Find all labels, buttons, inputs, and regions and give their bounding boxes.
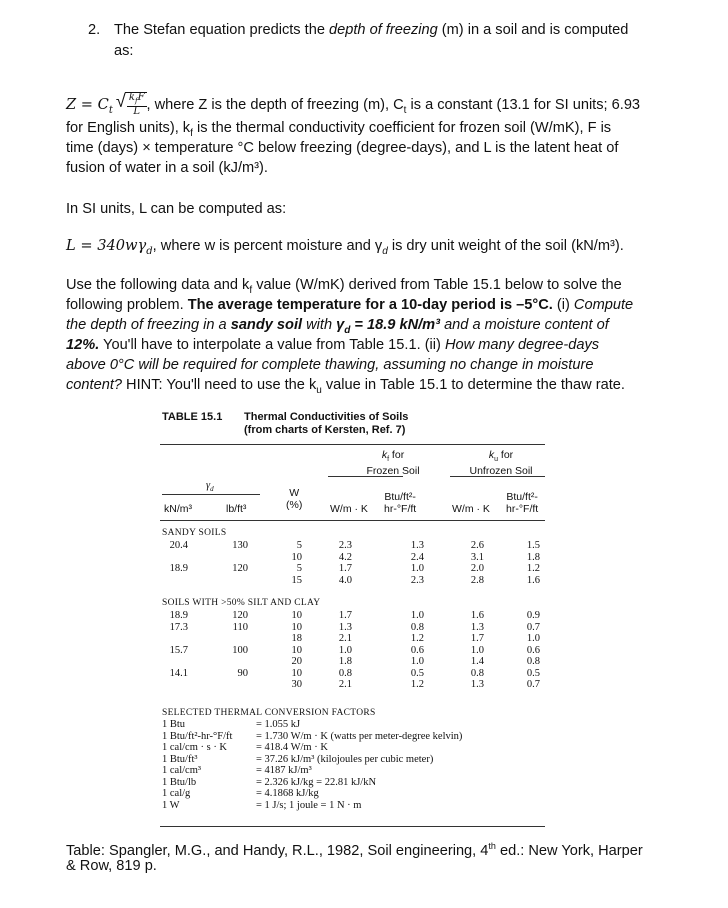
- conversion-title: SELECTED THERMAL CONVERSION FACTORS: [162, 708, 376, 718]
- use-6b: HINT: You'll need to use the k: [122, 377, 317, 393]
- table-rule-header: [160, 520, 545, 521]
- eq-desc-1: , where Z is the depth of freezing (m), C: [146, 96, 404, 113]
- sandy-ku-en: 1.5 1.8 1.2 1.6: [526, 540, 540, 586]
- silt-ku-en: 0.9 0.7 1.0 0.6 0.8 0.5 0.7: [526, 610, 540, 690]
- sandy-kf-en: 1.3 2.4 1.0 2.3: [410, 540, 424, 586]
- silt-ku-si: 1.6 1.3 1.7 1.0 1.4 0.8 1.3: [470, 610, 484, 690]
- use-2d: Compute: [573, 297, 634, 313]
- use-2b: The average temperature for a 10-day period is –5°C.: [187, 297, 553, 313]
- frac-den: L: [133, 106, 141, 117]
- use-line-5: above 0°C will be required for complete thawing, assuming no change in moisture: [66, 357, 594, 373]
- use-6a: content?: [66, 377, 122, 393]
- table-rule-kf: [328, 476, 403, 477]
- silt-kn: 18.9 17.3 15.7 14.1: [169, 610, 188, 679]
- use-6-sub: u: [316, 384, 322, 396]
- eq-desc-line-3: time (days) × temperature °C below freezing (degree-days), and L is the latent heat of: [66, 140, 619, 156]
- table-rule-ku: [450, 476, 545, 477]
- latent-heat-equation: [66, 236, 624, 262]
- use-3a: the depth of freezing in a: [66, 317, 231, 333]
- L-desc-sub: d: [382, 245, 388, 257]
- intro-line-2: as:: [114, 43, 134, 59]
- intro-emphasis: depth of freezing: [329, 22, 438, 38]
- use-2c: (i): [552, 297, 574, 313]
- table-rule-bottom: [160, 826, 545, 827]
- source-line-1: Table: Spangler, M.G., and Handy, R.L., 1982, Soil engineering, 4th ed.: New York, Harper: [66, 841, 643, 859]
- use-1-sub: f: [249, 284, 253, 296]
- L-eq-sub: d: [146, 245, 153, 257]
- gamma-header: $\gamma_d$: [206, 480, 214, 494]
- table-title-2: (from charts of Kersten, Ref. 7): [244, 424, 406, 436]
- silt-lb: 120 110 100 90: [232, 610, 248, 679]
- eq-desc-2b: is the thermal conductivity coefficient for frozen soil (W/mK), F is: [192, 120, 612, 136]
- L-eq: L = 340wγ: [66, 237, 147, 254]
- table-rule-top: [160, 444, 545, 445]
- table-title-1: Thermal Conductivities of Soils: [244, 411, 409, 423]
- col-wmk-2: W/m · K: [452, 503, 490, 515]
- L-desc: , where w is percent moisture and γ: [152, 238, 383, 254]
- sandy-kn: 20.4 18.9: [169, 540, 188, 574]
- silt-soils-label: SOILS WITH >50% SILT AND CLAY: [162, 598, 321, 608]
- table-15-1: [160, 408, 548, 828]
- silt-kf-si: 1.7 1.3 2.1 1.0 1.8 0.8 2.1: [338, 610, 352, 690]
- intro-text-b: (m) in a soil and is computed: [437, 22, 629, 38]
- w-header: W (%): [286, 487, 303, 511]
- source-line-2: & Row, 819 p.: [66, 858, 157, 874]
- col-lbft3: lb/ft³: [226, 503, 247, 515]
- conversion-right: = 1.055 kJ = 1.730 W/m · K (watts per meter-degree kelvin) = 418.4 W/m · K = 37.26 kJ/m³ (kilojoules per cubic meter) = 4187 kJ/m³ = 2.326 kJ/kg = 22.81 kJ/kN = 4.1868 kJ/kg = 1 J/s; 1 joule = 1 N · m: [256, 719, 463, 811]
- si-units-line: In SI units, L can be computed as:: [66, 201, 287, 217]
- use-line-2: [66, 295, 633, 315]
- eq-desc-line-4: fusion of water in a soil (kJ/m³).: [66, 160, 268, 176]
- table-label: TABLE 15.1: [162, 411, 223, 423]
- sqrt-symbol: [125, 92, 147, 117]
- ku-header: $k_u$ for Unfrozen Soil: [469, 449, 533, 477]
- col-btu: Btu/ft²- hr-°F/ft: [384, 491, 417, 515]
- use-3b: sandy soil: [230, 317, 303, 333]
- use-4b: You'll have to interpolate a value from Table 15.1. (ii): [99, 337, 445, 353]
- use-6c: value in Table 15.1 to determine the thaw rate.: [321, 377, 625, 393]
- intro-line-1: [114, 20, 628, 40]
- kf-header: $k_f$ for Frozen Soil: [366, 449, 420, 477]
- equation-lhs-sub: t: [108, 104, 113, 116]
- conversion-left: 1 Btu 1 Btu/ft²-hr-°F/ft 1 cal/cm · s · K 1 Btu/ft³ 1 cal/cm³ 1 Btu/lb 1 cal/g 1 W: [162, 719, 233, 811]
- sandy-ku-si: 2.6 3.1 2.0 2.8: [470, 540, 484, 586]
- use-3d-sub: d: [344, 324, 351, 336]
- use-3f: and a moisture content of: [440, 317, 609, 333]
- L-desc-b: is dry unit weight of the soil (kN/m³).: [387, 238, 624, 254]
- use-4c: How many degree-days: [444, 337, 600, 353]
- col-wmk: W/m · K: [330, 503, 368, 515]
- sandy-lb: 130 120: [232, 540, 248, 574]
- col-knm3: kN/m³: [164, 503, 192, 515]
- sandy-kf-si: 2.3 4.2 1.7 4.0: [338, 540, 352, 586]
- eq-desc-2-sub: f: [190, 127, 193, 139]
- frac-num-b: F: [137, 92, 145, 103]
- problem-number: 2.: [88, 22, 101, 38]
- use-2a: following problem.: [66, 297, 188, 313]
- use-3e: = 18.9 kN/m³: [350, 317, 441, 333]
- use-3c: with: [302, 317, 337, 333]
- table-rule-gamma: [162, 494, 260, 495]
- use-line-4: [66, 335, 599, 355]
- intro-text-a: The Stefan equation predicts the: [114, 22, 329, 38]
- silt-w: 10 10 18 10 20 10 30: [291, 610, 302, 690]
- silt-kf-en: 1.0 0.8 1.2 0.6 1.0 0.5 1.2: [410, 610, 424, 690]
- sandy-soils-label: SANDY SOILS: [162, 528, 227, 538]
- equation-lhs: Z = C: [66, 95, 109, 113]
- eq-desc-2: for English units), k: [66, 120, 191, 136]
- frac-num: k: [128, 92, 135, 103]
- equation-fraction: [127, 93, 147, 117]
- use-3d: γ: [336, 317, 345, 333]
- eq-desc-1-sub: t: [403, 104, 407, 116]
- use-1: Use the following data and k: [66, 277, 250, 293]
- stefan-equation-line: [66, 92, 640, 121]
- use-1b: value (W/mK) derived from Table 15.1 below to solve the: [252, 277, 622, 293]
- frac-num-sub: f: [134, 97, 138, 105]
- sandy-w: 5 10 5 15: [291, 540, 302, 586]
- col-btu-2: Btu/ft²- hr-°F/ft: [506, 491, 539, 515]
- use-4a: 12%.: [66, 337, 100, 353]
- use-line-6: [66, 375, 625, 401]
- eq-desc-1b: is a constant (13.1 for SI units; 6.93: [406, 96, 641, 113]
